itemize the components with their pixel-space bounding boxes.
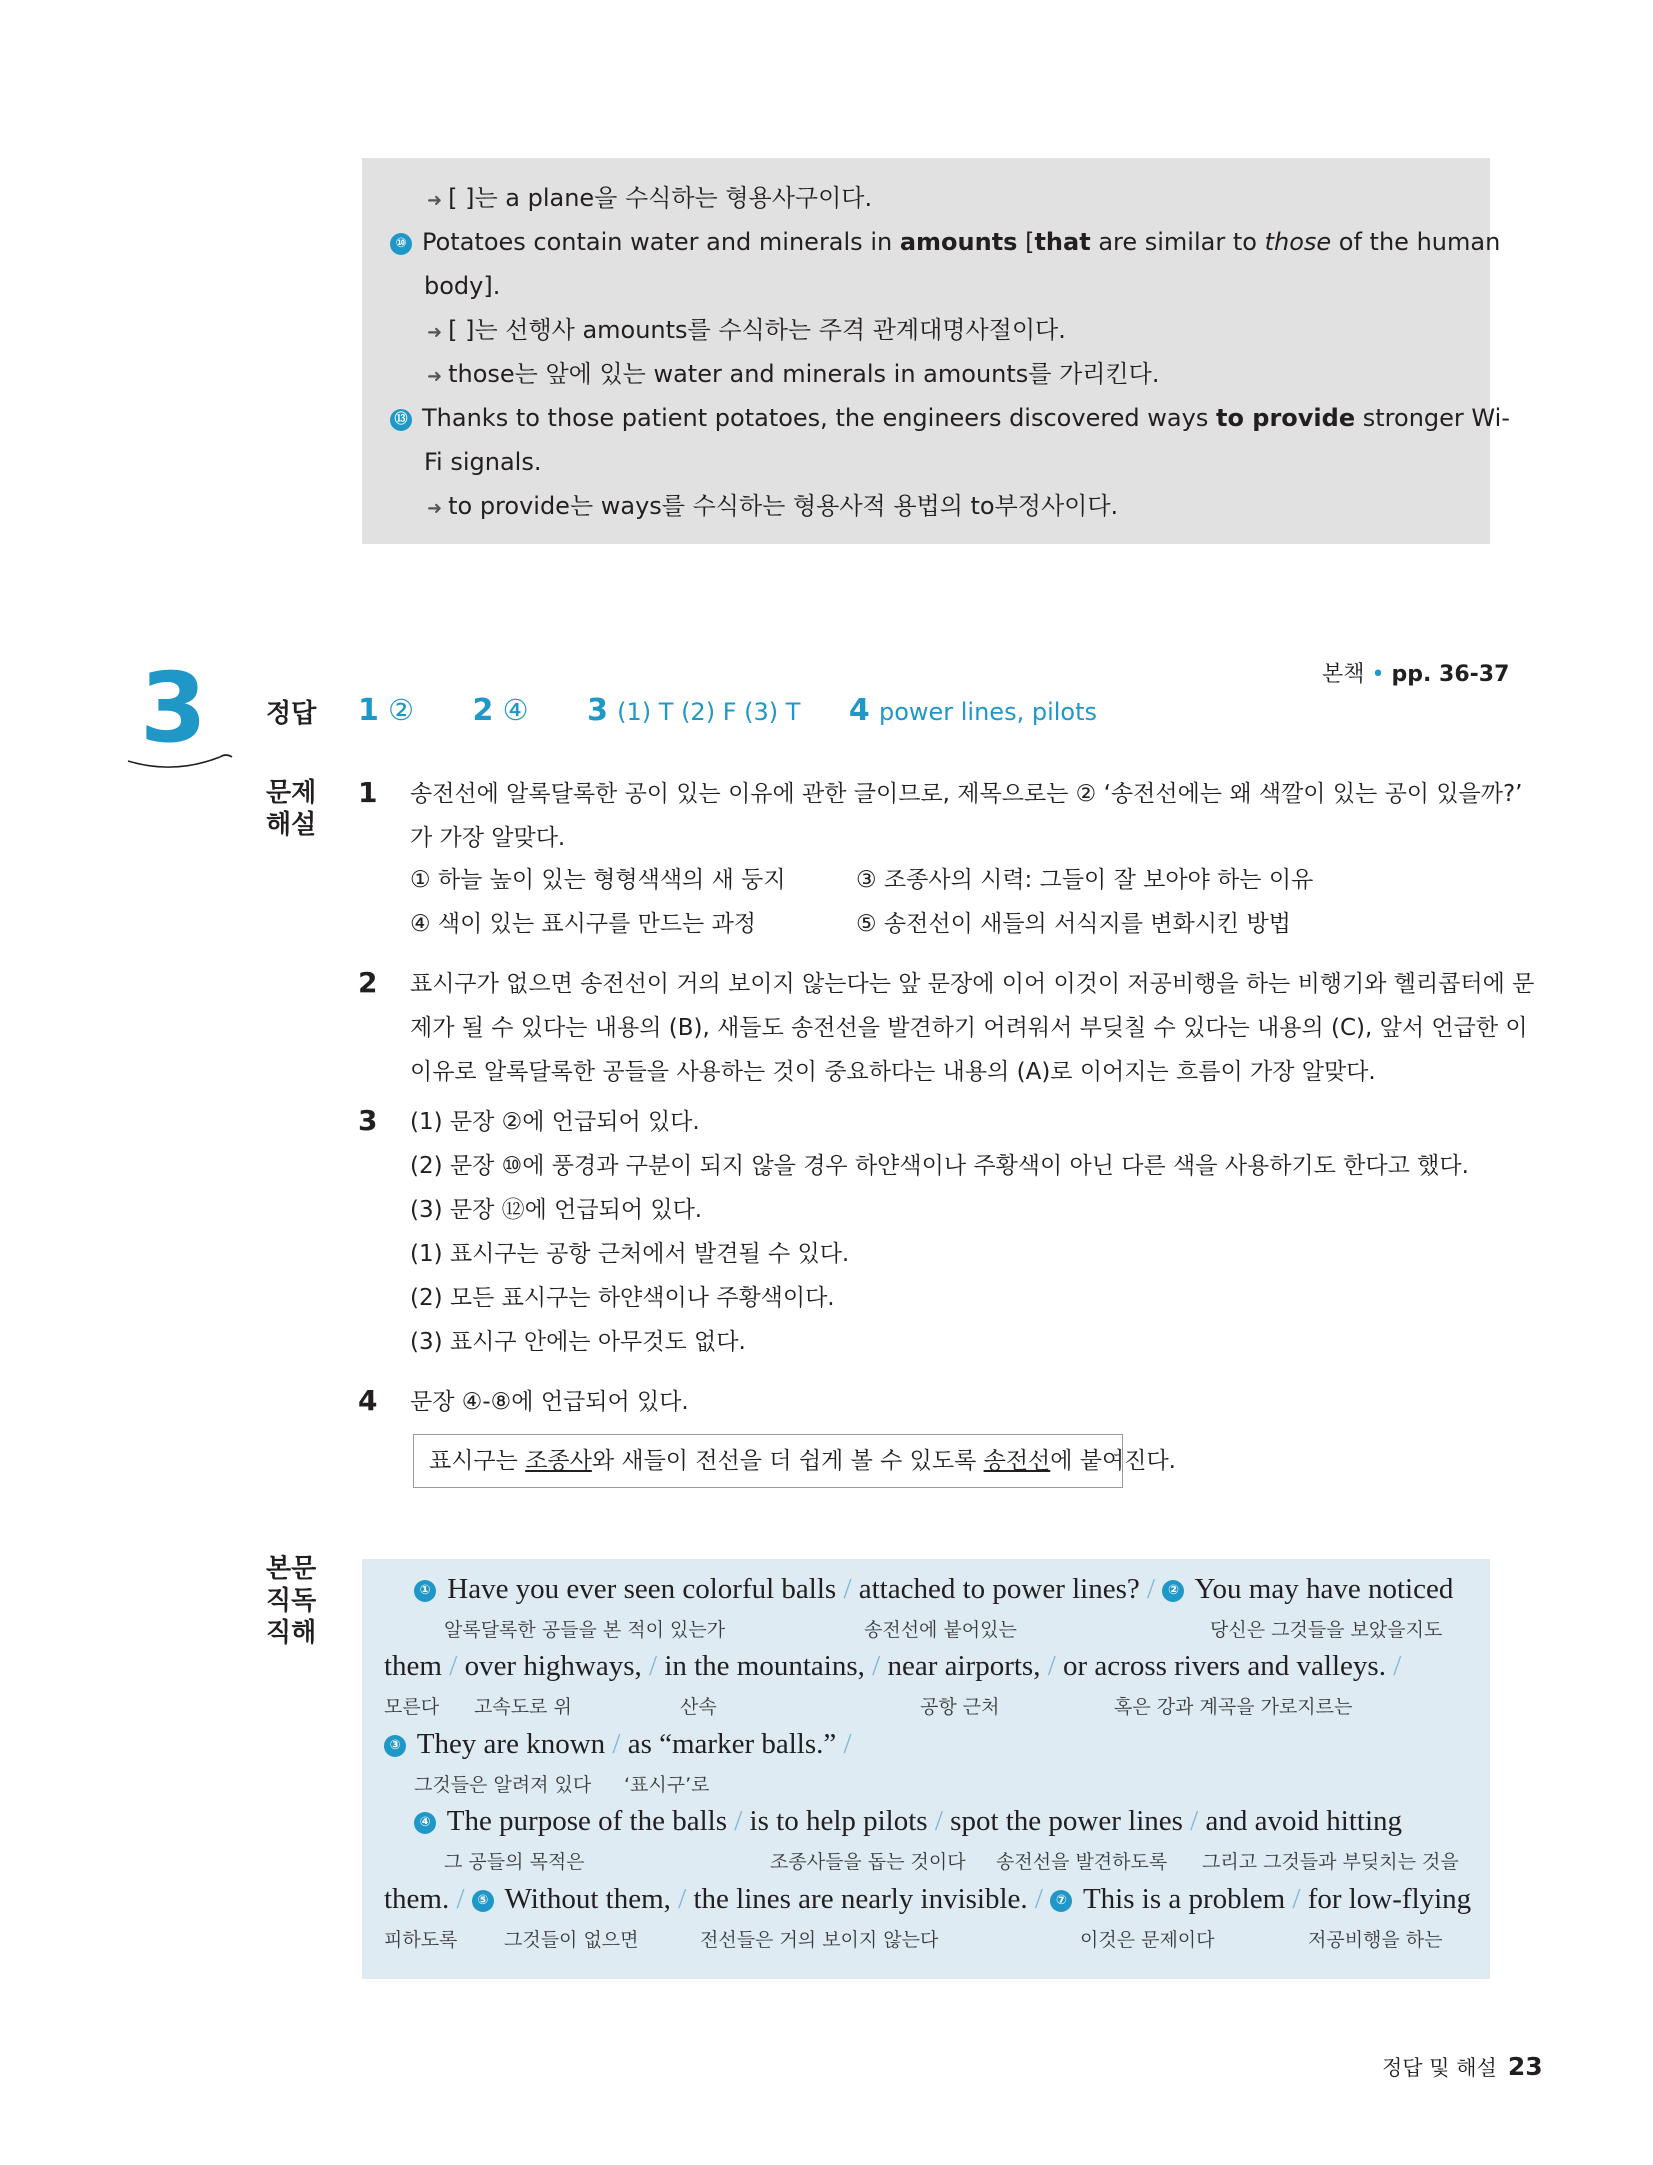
q1-option: ④ 색이 있는 표시구를 만드는 과정 [410,911,757,937]
reading-label: 본문 직독 직해 [266,1554,317,1648]
translation: ‘표시구’로 [624,1774,710,1796]
circle-number: ② [1162,1580,1184,1602]
arrow-icon: ➜ [427,322,443,343]
reading-line: ④ The purpose of the balls / is to help pilots / spot the power lines / and avoid hitting [414,1805,1402,1838]
page-number: 23 [1507,2052,1543,2081]
translation: 그것들이 없으면 [504,1929,639,1951]
translation: 모른다 [384,1696,440,1718]
question-number: 4 [358,1384,378,1417]
q1-option: ⑤ 송전선이 새들의 서식지를 변화시킨 방법 [856,911,1291,937]
circle-number: ⑦ [1050,1890,1072,1912]
note-line: ➜ those는 앞에 있는 water and minerals in amounts를 가리킨다. [427,360,1160,388]
explanation-label: 문제 해설 [266,778,317,840]
q1-explanation: 송전선에 알록달록한 공이 있는 이유에 관한 글이므로, 제목으로는 ② ‘송전선에는 왜 색깔이 있는 공이 있을까?’ 가 가장 알맞다. [410,781,1523,851]
reading-line: them. / ⑤ Without them, / the lines are nearly invisible. / ⑦ This is a problem / for low-flying [384,1883,1472,1915]
sentence-10-cont: body]. [424,272,501,300]
arrow-icon: ➜ [427,190,443,211]
sentence-10: ⑩ Potatoes contain water and minerals in amounts [that are similar to those of the human [390,220,1500,264]
circle-number: ⑬ [390,409,412,431]
q1-option: ① 하늘 높이 있는 형형색색의 새 둥지 [410,867,786,893]
translation: 이것은 문제이다 [1080,1929,1215,1951]
page-footer: 정답 및 해설 23 [1382,2052,1543,2081]
summary-text: 표시구는 조종사와 새들이 전선을 더 쉽게 볼 수 있도록 송전선에 붙여진다. [429,1448,1176,1474]
reading-line: them / over highways, / in the mountains, / near airports, / or across rivers and valleys. / [384,1650,1402,1682]
sentence-13-cont: Fi signals. [424,448,542,476]
note-line: ➜ [ ]는 a plane을 수식하는 형용사구이다. [427,184,873,212]
translation: 저공비행을 하는 [1308,1929,1443,1951]
translation: 전선들은 거의 보이지 않는다 [700,1929,939,1951]
arrow-icon: ➜ [427,498,443,519]
question-number: 3 [358,1104,378,1137]
reading-line: ③ They are known / as “marker balls.” / [384,1728,852,1761]
circle-number: ④ [414,1812,436,1834]
translation: 그 공들의 목적은 [444,1851,585,1873]
note-line: ➜ to provide는 ways를 수식하는 형용사적 용법의 to부정사이다. [427,492,1119,520]
reading-box [362,1559,1490,1979]
translation: 조종사들을 돕는 것이다 [770,1851,966,1873]
q4-explanation: 문장 ④-⑧에 언급되어 있다. [410,1389,689,1415]
q2-explanation: 표시구가 없으면 송전선이 거의 보이지 않는다는 앞 문장에 이어 이것이 저공비행을 하는 비행기와 헬리콥터에 문 제가 될 수 있다는 내용의 (B), 새들도 송전선을 발견하기 어려워서 부딪칠 수 있다는 내용의 (C), 앞서 언급한 이 이유로 알록달록한 공들을 사용하는 것이 중요하다는 내용의 (A)로 이어지는 흐름이 가장 알맞다. [410,971,1535,1085]
translation: 고속도로 위 [474,1696,572,1718]
summary-box [413,1434,1176,1488]
translation: 피하도록 [384,1929,458,1951]
translation: 당신은 그것들을 보았을지도 [1210,1619,1443,1641]
note-line: ➜ [ ]는 선행사 amounts를 수식하는 주격 관계대명사절이다. [427,316,1066,344]
circle-number: ① [414,1580,436,1602]
translation: 송전선을 발견하도록 [996,1851,1168,1873]
section-number-swoosh [124,745,234,775]
page-reference: 본책 • pp. 36-37 [1322,662,1510,687]
grammar-notes-box [362,158,1510,544]
translation: 혹은 강과 계곡을 가로지르는 [1114,1696,1353,1718]
translation: 그리고 그것들과 부딪치는 것을 [1202,1851,1459,1873]
section-number: 3 [140,652,207,764]
translation: 송전선에 붙어있는 [864,1619,1017,1641]
reading-line: ① Have you ever seen colorful balls / attached to power lines? / ② You may have noticed [414,1573,1453,1606]
translation: 그것들은 알려져 있다 [414,1774,592,1796]
q1-option: ③ 조종사의 시력: 그들이 잘 보아야 하는 이유 [856,867,1314,893]
sentence-13: ⑬ Thanks to those patient potatoes, the engineers discovered ways to provide stronger Wi- [390,396,1510,440]
q3-explanation: (1) 문장 ②에 언급되어 있다. (2) 문장 ⑩에 풍경과 구분이 되지 않을 경우 하얀색이나 주황색이 아닌 다른 색을 사용하기도 한다고 했다. (3) 문장 ⑫에 언급되어 있다. (1) 표시구는 공항 근처에서 발견될 수 있다. (2) 모든 표시구는 하얀색이나 주황색이다. (3) 표시구 안에는 아무것도 없다. [410,1109,1469,1355]
translation: 산속 [680,1696,717,1718]
answer-list: 1 ② 2 ④ 3 (1) T (2) F (3) T 4 power lines, pilots [358,693,1098,728]
answer-label: 정답 [266,699,317,729]
question-number: 1 [358,776,378,809]
translation: 공항 근처 [920,1696,1000,1718]
circle-number: ⑤ [472,1890,494,1912]
circle-number: ⑩ [390,233,412,255]
circle-number: ③ [384,1735,406,1757]
translation: 알록달록한 공들을 본 적이 있는가 [444,1619,726,1641]
question-number: 2 [358,966,378,999]
arrow-icon: ➜ [427,366,443,387]
